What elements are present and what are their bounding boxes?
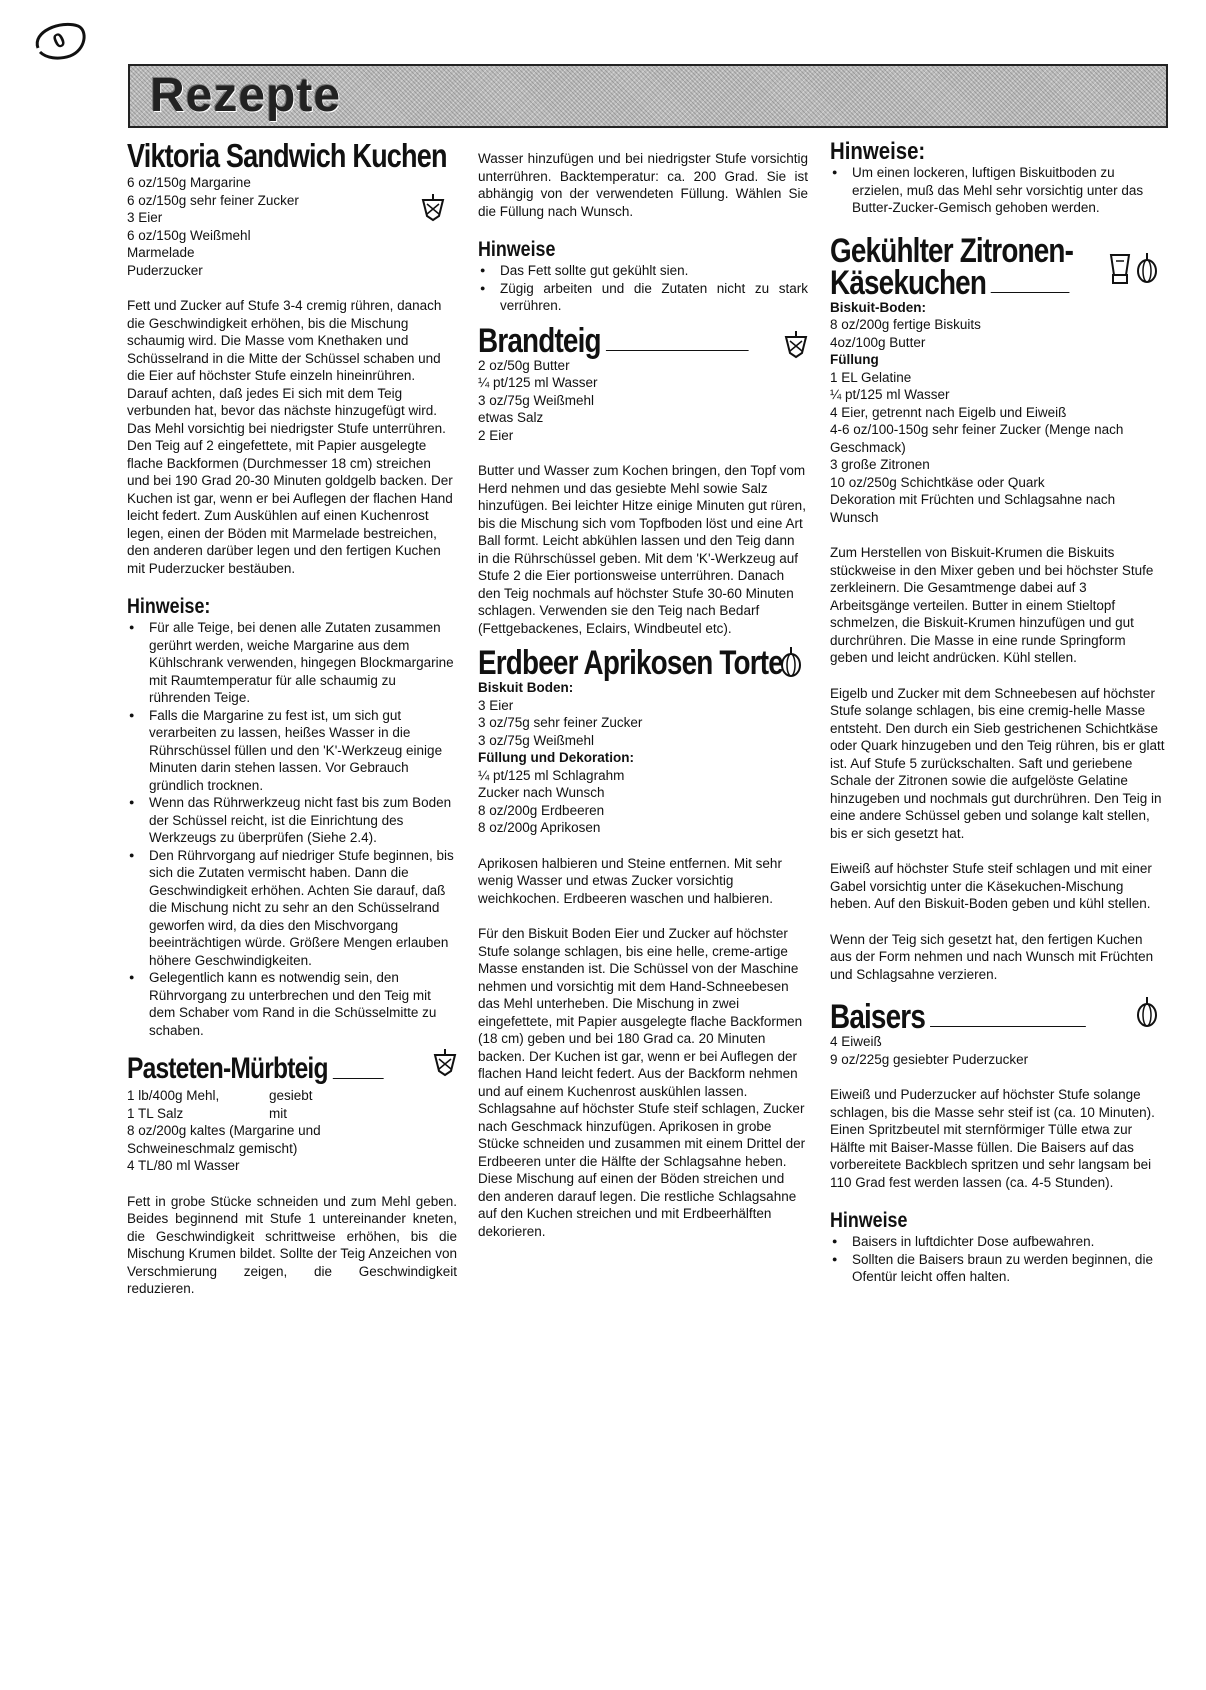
notes-list — [830, 1233, 1166, 1286]
method-paragraph: Den Teig auf 2 eingefettete, mit Papier ausgelegte flache Backformen (Durchmesser 18 cm) streichen und bei 190 Grad 20-30 Minuten goldgelb backen. Der Kuchen ist gar, wenn er bei Auflegen der flachen Hand leicht federt. Zum Auskühlen auf einen Kuchenrost legen, einen der Böden mit Marmelade bestreichen, den anderen darüber legen und den fertigen Kuchen mit Puderzucker bestäuben. — [127, 438, 453, 576]
ingredient: 6 oz/150g Margarine — [127, 175, 251, 190]
note-item: ● Baisers in luftdichter Dose aufbewahren. — [830, 1233, 1166, 1251]
note-item: ● Zügig arbeiten und die Zutaten nicht zu stark verrühren. — [478, 280, 808, 315]
ingredient: 3 Eier — [478, 697, 514, 713]
method-paragraph: Für den Biskuit Boden Eier und Zucker auf höchster Stufe solange schlagen, bis eine helle, creme-artige Masse enstanden ist. Die Schüssel von der Maschine nehmen und vorsichtig mit dem Hand-Schneebesen das Mehl unterheben. Die Mischung in zwei eingefettete, mit Papier ausgelegte flache Backformen (18 cm) geben und bei 180 Grad ca. 20 Minuten backen. Der Kuchen ist gar, wenn er bei Auflegen der flachen Hand leicht federt. Aus der Backform nehmen und auf einem Kuchenrost auskühlen lassen. Schlagsahne auf höchster Stufe steif schlagen, Zucker nach Geschmack hinzufügen. Aprikosen in grobe Stücke schneiden und zusammen mit einem Drittel der Erdbeeren unter die Hälfte der Schlagsahne heben. Diese Mischung auf einen der Böden streichen und den anderen darauf legen. Die restliche Schlagsahne auf den Kuchen streichen und mit Erdbeerhälften dekorieren. — [478, 926, 806, 1239]
ingredient-note: mit — [269, 1105, 287, 1121]
column-3 — [830, 140, 1166, 1286]
note-item: ● Für alle Teige, bei denen alle Zutaten zusammen gerührt werden, weiche Margarine aus dem Kühlschrank verwenden, hingegen Blockmargarine mit Raumtemperatur für alle schaumig zu rührenden Teige. — [127, 619, 457, 707]
method-paragraph: Fett in grobe Stücke schneiden und zum Mehl geben. Beides beginnend mit Stufe 1 untereinander kneten, die Geschwindigkeit schrittweise erhöhen, bis die Mischung Krumen bildet. Sollte der Teig Anzeichen von Verschmierung zeigen, die Geschwindigkeit reduzieren. — [127, 1193, 457, 1296]
recipe-title-line1: Gekühlter Zitronen- — [830, 231, 1074, 270]
recipe-title — [830, 998, 1106, 1036]
note-item: ● Sollten die Baisers braun zu werden beginnen, die Ofentür leicht offen halten. — [830, 1251, 1166, 1286]
notes-heading: Hinweise: — [127, 595, 211, 618]
ingredient: 4oz/100g Butter — [830, 334, 926, 350]
subheading: Biskuit-Boden: — [830, 299, 926, 315]
notes-heading: Hinweise — [478, 238, 556, 261]
recipe-title — [127, 1053, 398, 1085]
ingredient: 3 oz/75g sehr feiner Zucker — [478, 715, 643, 730]
recipe-title-line2 — [830, 263, 1106, 302]
recipe-title: Viktoria Sandwich Kuchen — [127, 137, 447, 174]
whisk-tool-icon — [1134, 251, 1160, 285]
ingredient: Dekoration mit Früchten und Schlagsahne nach — [830, 492, 1116, 507]
title-rule — [606, 350, 749, 351]
note-item: ● Um einen lockeren, luftigen Biskuitboden zu erzielen, muß das Mehl sehr vorsichtig unter das Butter-Zucker-Gemisch gehoben werden. — [830, 164, 1166, 217]
recipe-erdbeer — [478, 644, 808, 1240]
whisk-tool-icon — [1134, 995, 1160, 1029]
ingredient: 4-6 oz/100-150g sehr feiner Zucker (Menge nach Geschmack) — [830, 422, 1124, 455]
mixer-tool-icon — [419, 192, 447, 222]
whisk-tool-icon — [778, 645, 804, 679]
ingredient: 3 oz/75g Weißmehl — [478, 732, 595, 748]
ingredient: Wunsch — [830, 509, 879, 525]
method-paragraph: Fett und Zucker auf Stufe 3-4 cremig rühren, danach die Geschwindigkeit erhöhen, bis die Mischung schaumig wird. Die Masse vom Knethaken und Schüsselrand in die Mitte der Schüssel schaben und die Eier auf höchster Stufe einzeln hineinrühren. Darauf achten, daß jedes Ei sich mit dem Teig verbunden hat, bevor das nächste hinzugefügt wird. Das Mehl vorsichtig bei niedrigster Stufe unterrühren. — [127, 298, 446, 436]
recipe-pasteten — [127, 1053, 457, 1298]
method-paragraph: Eiweiß auf höchster Stufe steif schlagen und mit einer Gabel vorsichtig unter die Käsekuchen-Mischung heben. Auf den Biskuit-Boden geben und kühl stellen. — [830, 861, 1152, 911]
mixer-tool-icon — [782, 329, 810, 359]
recipe-zitronen — [830, 231, 1166, 984]
ingredient: etwas Salz — [478, 410, 544, 425]
banner-title: Rezepte — [150, 69, 342, 122]
ingredient-main: 1 TL Salz — [127, 1105, 184, 1121]
recipe-title — [478, 321, 749, 360]
ingredient: Puderzucker — [127, 262, 203, 278]
section-banner — [128, 64, 1168, 128]
subheading: Füllung — [830, 352, 879, 367]
ingredient: 4 TL/80 ml Wasser — [127, 1158, 240, 1173]
mixer-tool-icon — [431, 1047, 459, 1077]
blender-jug-icon — [1108, 251, 1132, 285]
page-number — [30, 18, 90, 64]
recipe-brandteig — [478, 321, 808, 638]
recipe-baisers — [830, 998, 1166, 1286]
notes-heading: Hinweise — [830, 1209, 908, 1232]
ingredient: 8 oz/200g kaltes (Margarine und — [127, 1123, 321, 1138]
recipe-title-text: Brandteig — [478, 321, 601, 360]
ingredient: 3 Eier — [127, 210, 163, 225]
method-paragraph: Eiweiß und Puderzucker auf höchster Stufe solange schlagen, bis die Masse sehr steif ist (ca. 10 Minuten). Einen Spritzbeutel mit sternförmiger Tülle etwa zur Hälfte mit Baiser-Masse füllen. Die Baisers auf das vorbereitete Backblech spritzen und sehr langsam bei 110 Grad fest werden lassen (ca. 4-5 Stunden). — [830, 1087, 1155, 1190]
notes-heading: Hinweise: — [830, 138, 926, 165]
ingredient: 8 oz/200g Aprikosen — [478, 820, 601, 835]
recipe-title-text: Käsekuchen — [830, 263, 987, 302]
ingredient: ¼ pt/125 ml Wasser — [478, 375, 598, 390]
ingredient-list — [127, 1087, 457, 1175]
method-paragraph: Wenn der Teig sich gesetzt hat, den fertigen Kuchen aus der Form nehmen und nach Wunsch mit Früchten und Schlagsahne verzieren. — [830, 931, 1154, 982]
subheading: Biskuit Boden: — [478, 680, 574, 695]
ingredient: ¼ pt/125 ml Wasser — [830, 387, 950, 402]
ingredient-list — [478, 357, 808, 445]
title-rule — [991, 292, 1070, 293]
method-paragraph: Zum Herstellen von Biskuit-Krumen die Biskuits stückweise in den Mixer geben und bei höchster Stufe zerkleinern. Die Gesamtmenge dabei auf 3 Arbeitsgänge verteilen. Butter in einem Stieltopf schmelzen, die Biskuit-Krumen hinzufügen und gut durchrühren. Die Masse in eine runde Springform geben und leicht andrücken. Kühl stellen. — [830, 545, 1154, 665]
ingredient-main: 1 lb/400g Mehl, — [127, 1088, 220, 1103]
ingredient: 2 oz/50g Butter — [478, 357, 570, 373]
page-number-text: 0 — [49, 28, 70, 54]
recipe-title-text: Erdbeer Aprikosen Torte — [478, 644, 783, 682]
note-item: ● Den Rührvorgang auf niedriger Stufe beginnen, bis sich die Zutaten vermischt haben. Dann die Geschwindigkeit erhöhen. Achten Sie darauf, daß die Mischung nicht zu sehr an den Schüsselrand geworfen wird, da dies den Mischvorgang beeinträchtigen würde. Größere Mengen erlauben höhere Geschwindigkeiten. — [127, 847, 457, 970]
ingredient: 2 Eier — [478, 427, 514, 443]
method-paragraph: Eigelb und Zucker mit dem Schneebesen auf höchster Stufe solange schlagen, bis eine cremig-helle Masse entsteht. Den durch ein Sieb gestrichenen Schichtkäse oder Quark hinzugeben und den Teig rühren, bis er glatt ist. Auf Stufe 5 zurückschalten. Saft und geriebene Schale der Zitronen sowie die aufgelöste Gelatine hinzugeben und nochmals gut durchrühren. Den Teig in eine andere Schüssel geben und solange kalt stellen, bis er sich gesetzt hat. — [830, 685, 1165, 841]
recipe-title-text: Baisers — [830, 998, 926, 1036]
title-rule — [930, 1026, 1086, 1027]
ingredient: Marmelade — [127, 245, 195, 260]
note-item: ● Wenn das Rührwerkzeug nicht fast bis zum Boden der Schüssel reicht, ist die Einrichtung des Werkzeugs zu überprüfen (Siehe 2.4). — [127, 794, 457, 847]
ingredient: Schweineschmalz gemischt) — [127, 1140, 298, 1156]
note-item: ● Gelegentlich kann es notwendig sein, den Rührvorgang zu unterbrechen und den Teig mit dem Schaber vom Rand in die Schüsselmitte zu schaben. — [127, 969, 457, 1039]
ingredient: 8 oz/200g fertige Biskuits — [830, 317, 981, 332]
ingredient: 4 Eier, getrennt nach Eigelb und Eiweiß — [830, 404, 1067, 420]
ingredient: ¼ pt/125 ml Schlagrahm — [478, 767, 625, 783]
ingredient: 3 große Zitronen — [830, 457, 930, 472]
column-1 — [127, 137, 457, 1298]
ingredient-list — [127, 174, 457, 279]
ingredient: 6 oz/150g Weißmehl — [127, 227, 251, 243]
notes-list — [830, 164, 1166, 217]
ingredient: 8 oz/200g Erdbeeren — [478, 802, 605, 818]
note-item: ● Falls die Margarine zu fest ist, um sich gut verarbeiten zu lassen, heißes Wasser in die Rührschüssel füllen und den 'K'-Werkzeug einige Minuten darin stehen lassen. Vor Gebrauch gründlich trocknen. — [127, 707, 457, 795]
ingredient: 10 oz/250g Schichtkäse oder Quark — [830, 474, 1045, 490]
recipe-viktoria — [127, 137, 457, 1039]
recipe-title-text: Pasteten-Mürbteig — [127, 1052, 328, 1085]
method-paragraph: Aprikosen halbieren und Steine entfernen. Mit sehr wenig Wasser und etwas Zucker vorsichtig weichkochen. Erdbeeren waschen und halbieren. — [478, 855, 782, 906]
ingredient: Zucker nach Wunsch — [478, 785, 605, 800]
ingredient — [127, 1087, 457, 1105]
ingredient: 1 EL Gelatine — [830, 369, 912, 385]
ingredient: 4 Eiweiß — [830, 1034, 882, 1049]
ingredient: 3 oz/75g Weißmehl — [478, 392, 595, 408]
method-paragraph: Butter und Wasser zum Kochen bringen, den Topf vom Herd nehmen und das gesiebte Mehl sowie Salz hinzufügen. Bei leichter Hitze einige Minuten gut rüren, bis die Mischung sich vom Topfboden löst und eine Art Ball formt. Leicht abkühlen lassen und den Teig dann in die Rührschüssel geben. Mit dem 'K'-Werkzeug auf Stufe 2 die Eier portionsweise unterrühren. Danach den Teig nochmals auf höchster Stufe 30-60 Minuten schlagen. Verwenden sie den Teig nach Bedarf (Fettgebackenes, Eclairs, Windbeutel etc). — [478, 463, 806, 636]
ingredient: 9 oz/225g gesiebter Puderzucker — [830, 1051, 1029, 1067]
intro-paragraph: Wasser hinzufügen und bei niedrigster Stufe vorsichtig unterrühren. Backtemperatur: ca. 200 Grad. Sie ist abhängig von der verwendeten Füllung. Wählen Sie die Füllung nach Wunsch. — [478, 151, 808, 219]
note-item: ● Das Fett sollte gut gekühlt sien. — [478, 262, 808, 280]
column-2 — [478, 150, 808, 1240]
title-rule — [333, 1078, 384, 1079]
notes-list — [478, 262, 808, 315]
notes-list — [127, 619, 457, 1039]
subheading: Füllung und Dekoration: — [478, 750, 634, 765]
ingredient — [127, 1105, 457, 1123]
ingredient: 6 oz/150g sehr feiner Zucker — [127, 192, 299, 208]
ingredient-note: gesiebt — [269, 1088, 313, 1103]
recipe-title — [478, 644, 783, 682]
